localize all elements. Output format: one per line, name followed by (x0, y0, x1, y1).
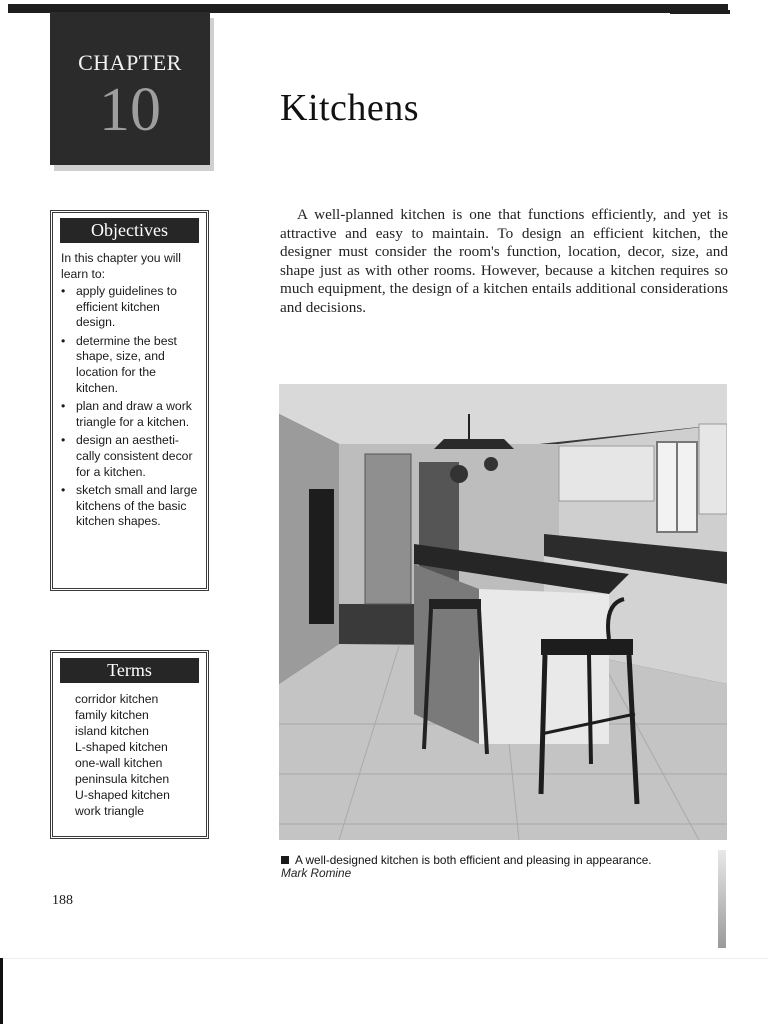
kitchen-photo-illustration (279, 384, 727, 840)
kitchen-photo (279, 384, 727, 840)
page-number: 188 (52, 893, 73, 908)
term-item: peninsula kitchen (75, 772, 170, 786)
terms-heading: Terms (60, 658, 199, 683)
chapter-number: 10 (99, 76, 161, 144)
term-item: U-shaped kitchen (75, 788, 170, 802)
chapter-box (50, 12, 210, 165)
bullet-icon: • (61, 433, 66, 448)
chapter-label: CHAPTER (78, 50, 182, 75)
objective-item (59, 399, 200, 430)
terms-box (50, 650, 209, 839)
objective-item (59, 483, 200, 530)
term-item: island kitchen (75, 724, 149, 738)
intro-paragraph: A well-planned kitchen is one that functions efficiently, and yet is attractive and easy to maintain. To design an efficient kitchen, the designer must consider the room's function, location, decor, size, and shape just as with other rooms. However, because a kitchen requires so much equipment, the design of a kitchen entails additional considerations and decisions. (280, 206, 728, 316)
objective-item (59, 433, 200, 480)
photo-credit: Mark Romine (281, 866, 352, 880)
bullet-icon: • (61, 284, 66, 298)
scan-bottom-edge (0, 958, 768, 959)
term-item: corridor kitchen (75, 692, 159, 706)
bullet-icon: • (61, 333, 66, 348)
bullet-icon: • (61, 399, 66, 414)
scan-left-edge (0, 958, 3, 1024)
page-edge-shadow (718, 850, 726, 948)
objective-text: sketch small and large kitchens of the basic kitchen shapes. (76, 483, 198, 529)
objectives-list (53, 284, 206, 530)
objectives-intro: In this chapter you will learn to: (61, 251, 181, 281)
caption-text: A well-designed kitchen is both efficient and pleasing in appearance. (295, 853, 652, 867)
term-item: one-wall kitchen (75, 756, 163, 770)
objective-text: determine the best shape, size, and location for the kitchen. (76, 333, 177, 395)
bullet-icon: • (61, 483, 66, 498)
objective-item (59, 284, 200, 331)
photo-caption (281, 853, 731, 867)
objective-item (59, 334, 200, 396)
page-title: Kitchens (280, 87, 420, 129)
objective-text: design an aestheti-cally consistent decor for a kitchen. (76, 433, 193, 479)
term-item: work triangle (75, 804, 145, 818)
term-item: L-shaped kitchen (75, 740, 168, 754)
objectives-heading: Objectives (60, 218, 199, 243)
square-bullet-icon (281, 856, 289, 864)
objective-text: plan and draw a work triangle for a kitchen. (76, 399, 192, 429)
objective-text: apply guidelines to efficient kitchen design. (76, 284, 177, 330)
term-item: family kitchen (75, 708, 149, 722)
objectives-box (50, 210, 209, 591)
terms-list (75, 691, 206, 819)
